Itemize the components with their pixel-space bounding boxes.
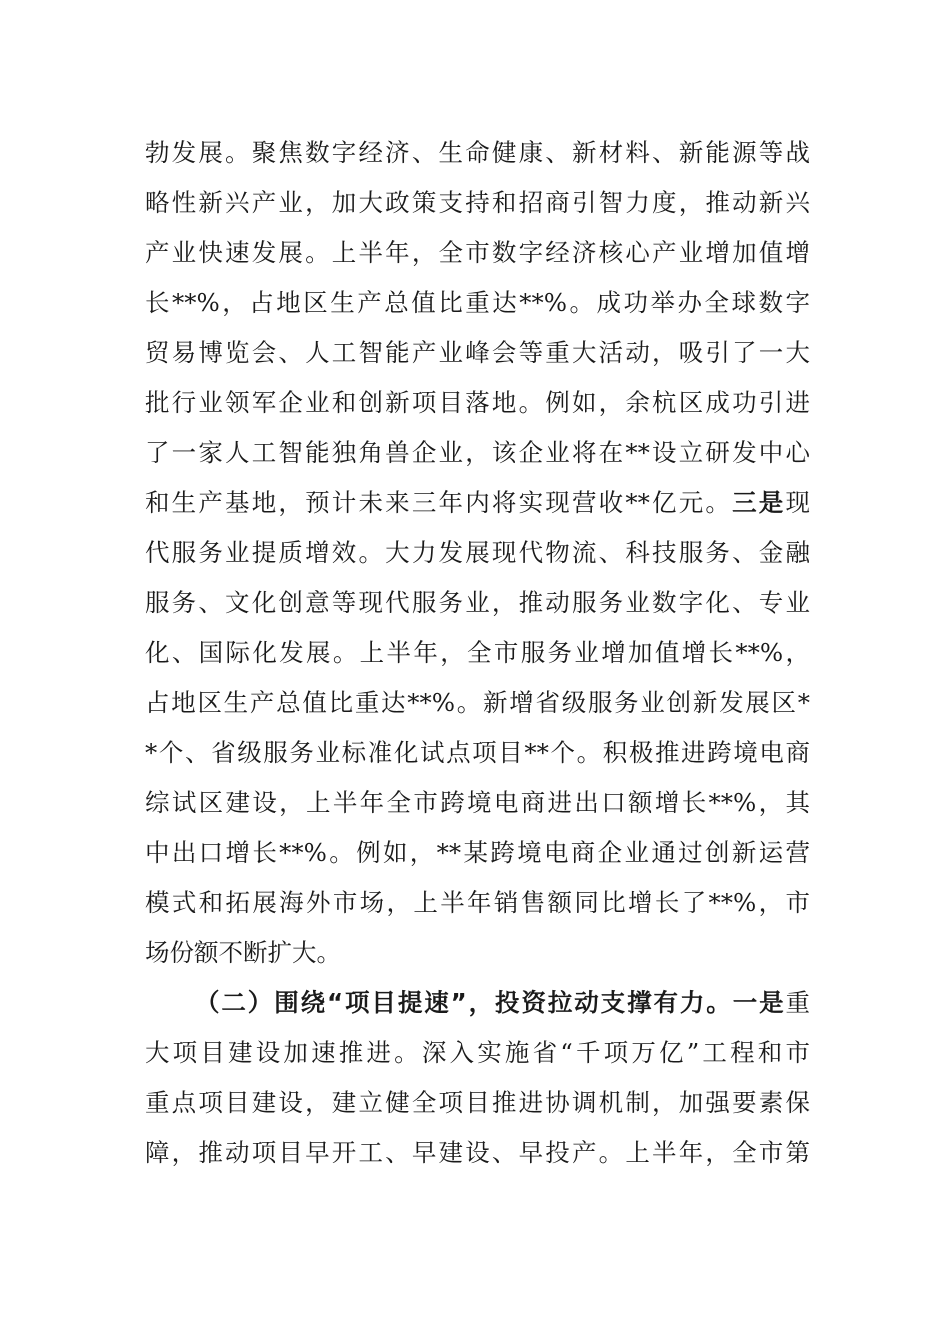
text-line: 代服务业提质增效。大力发展现代物流、科技服务、金融: [145, 538, 810, 567]
text-line: 了一家人工智能独角兽企业，该企业将在**设立研发中心: [145, 438, 810, 467]
text-line: 略性新兴产业，加大政策支持和招商引智力度，推动新兴: [145, 188, 810, 217]
text-line: 中出口增长**%。例如，**某跨境电商企业通过创新运营: [145, 838, 810, 867]
text-line: *个、省级服务业标准化试点项目**个。积极推进跨境电商: [145, 738, 810, 767]
text-line: 重点项目建设，建立健全项目推进协调机制，加强要素保: [145, 1088, 810, 1117]
text-line: 场份额不断扩大。: [145, 938, 341, 967]
text-line: 综试区建设，上半年全市跨境电商进出口额增长**%，其: [145, 788, 810, 817]
section-heading-line: [195, 983, 810, 1023]
text-line: 勃发展。聚焦数字经济、生命健康、新材料、新能源等战: [145, 138, 810, 167]
text-line: 批行业领军企业和创新项目落地。例如，余杭区成功引进: [145, 388, 810, 417]
text-line: 占地区生产总值比重达**%。新增省级服务业创新发展区*: [145, 688, 810, 717]
text-segment: 重: [785, 988, 810, 1017]
text-line: 障，推动项目早开工、早建设、早投产。上半年，全市第: [145, 1138, 810, 1167]
text-line: 大项目建设加速推进。深入实施省“千项万亿”工程和市: [145, 1038, 810, 1067]
text-line: 化、国际化发展。上半年，全市服务业增加值增长**%，: [145, 638, 810, 667]
text-line: 模式和拓展海外市场，上半年销售额同比增长了**%，市: [145, 888, 810, 917]
text-segment: 现: [785, 488, 810, 517]
text-line-mixed: [145, 483, 810, 523]
text-line: 长**%，占地区生产总值比重达**%。成功举办全球数字: [145, 288, 810, 317]
section-heading: （二）围绕“项目提速”，投资拉动支撑有力。一是: [195, 988, 786, 1017]
text-segment: 和生产基地，预计未来三年内将实现营收**亿元。: [145, 488, 733, 517]
text-line: 服务、文化创意等现代服务业，推动服务业数字化、专业: [145, 588, 810, 617]
text-line: 产业快速发展。上半年，全市数字经济核心产业增加值增: [145, 238, 810, 267]
bold-heading-segment: 三是: [732, 488, 786, 517]
text-line: 贸易博览会、人工智能产业峰会等重大活动，吸引了一大: [145, 338, 810, 367]
